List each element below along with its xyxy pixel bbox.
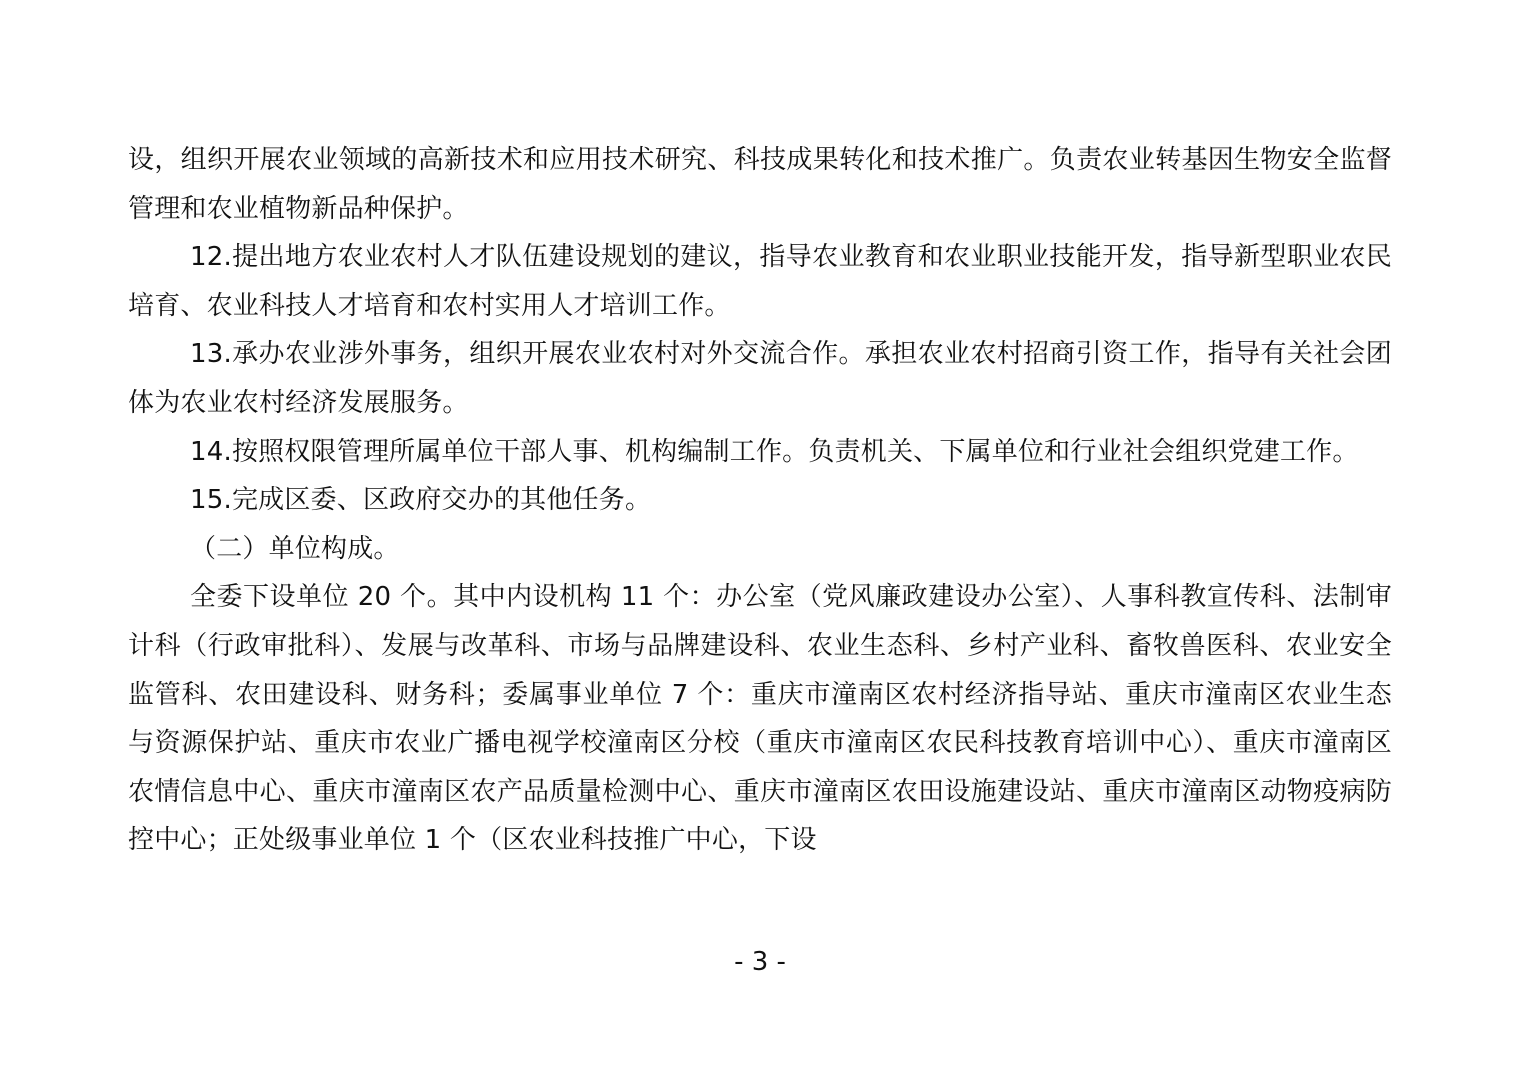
paragraph-item-15: 15.完成区委、区政府交办的其他任务。 [190,485,652,516]
paragraph-continued: 设，组织开展农业领域的高新技术和应用技术研究、科技成果转化和技术推广。负责农业转基因生物安全监督管理和农业植物新品种保护。 [128,145,1392,224]
paragraph-item-12: 12.提出地方农业农村人才队伍建设规划的建议，指导农业教育和农业职业技能开发，指导新型职业农民培育、农业科技人才培育和农村实用人才培训工作。 [128,242,1392,321]
paragraph-item-14: 14.按照权限管理所属单位干部人事、机构编制工作。负责机关、下属单位和行业社会组织党建工作。 [190,436,1359,467]
section-heading-unit-composition: （二）单位构成。 [190,533,400,564]
paragraph-unit-composition: 全委下设单位 20 个。其中内设机构 11 个：办公室（党风廉政建设办公室）、人事科教宣传科、法制审计科（行政审批科）、发展与改革科、市场与品牌建设科、农业生态科、乡村产业科、畜牧兽医科、农业安全监管科、农田建设科、财务科；委属事业单位 7 个：重庆市潼南区农村经济指导站、重庆市潼南区农业生态与资源保护站、重庆市农业广播电视学校潼南区分校（重庆市潼南区农民科技教育培训中心）、重庆市潼南区农情信息中心、重庆市潼南区农产品质量检测中心、重庆市潼南区农田设施建设站、重庆市潼南区动物疫病防控中心；正处级事业单位 1 个（区农业科技推广中心，下设 [128,582,1392,856]
paragraph-item-13: 13.承办农业涉外事务，组织开展农业农村对外交流合作。承担农业农村招商引资工作，指导有关社会团体为农业农村经济发展服务。 [128,339,1392,418]
page-number: - 3 - [734,947,786,977]
document-body [128,136,1392,865]
